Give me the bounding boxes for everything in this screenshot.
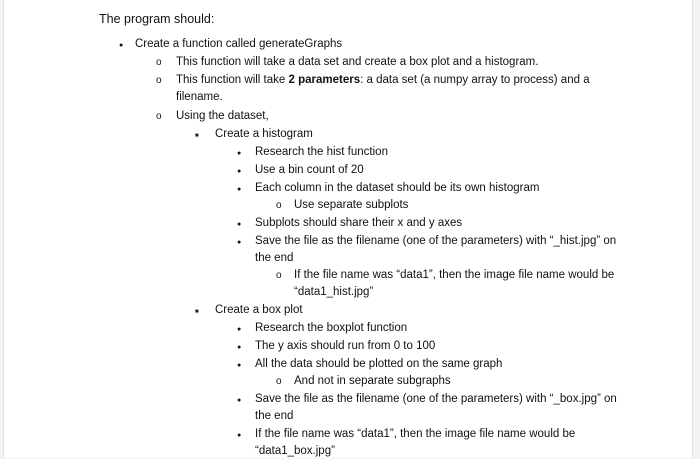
bullet-circle-icon (156, 109, 162, 124)
list-item-not-separate: And not in separate subgraphs (294, 375, 451, 387)
bullet-disc-icon (237, 357, 241, 373)
bullet-circle-icon (156, 55, 162, 70)
bullet-disc-icon (237, 234, 241, 250)
bullet-disc-icon (237, 392, 241, 408)
list-item-save-box: Save the file as the filename (one of the parameters) with “_box.jpg” on (255, 393, 617, 405)
bullet-disc-icon (237, 216, 241, 232)
list-item-box-example-cont: “data1_box.jpg” (255, 445, 335, 457)
params-text-pre: This function will take (176, 74, 289, 86)
list-item-create-boxplot: Create a box plot (215, 304, 303, 316)
list-item-using-dataset: Using the dataset, (176, 110, 269, 122)
params-text-post: : a data set (a numpy array to process) and a (360, 74, 590, 86)
bullet-disc-icon (237, 339, 241, 355)
page-heading: The program should: (99, 12, 215, 26)
bullet-square-icon (195, 127, 199, 144)
list-item-research-boxplot: Research the boxplot function (255, 322, 408, 334)
list-item-parameters-cont: filename. (176, 91, 223, 103)
bullet-disc-icon (237, 163, 241, 179)
list-item-hist-example: If the file name was “data1”, then the image file name would be (294, 269, 615, 281)
params-text-bold: 2 parameters (288, 74, 361, 86)
bullet-disc-icon (237, 145, 241, 161)
list-item-take-data: This function will take a data set and create a box plot and a histogram. (176, 56, 539, 68)
list-item-research-hist: Research the hist function (255, 146, 388, 158)
list-item-create-function: Create a function called generateGraphs (135, 38, 343, 50)
bullet-circle-icon (276, 198, 282, 213)
bullet-circle-icon (156, 73, 162, 88)
list-item-save-box-cont: the end (255, 410, 294, 422)
list-item-bin-count: Use a bin count of 20 (255, 164, 364, 176)
bullet-disc-icon (237, 321, 241, 337)
bullet-disc-icon (237, 427, 241, 443)
list-item-each-column: Each column in the dataset should be its own histogram (255, 182, 540, 194)
document-page (3, 0, 693, 458)
list-item-y-axis: The y axis should run from 0 to 100 (255, 340, 436, 352)
list-item-save-hist-cont: the end (255, 252, 294, 264)
list-item-same-graph: All the data should be plotted on the same graph (255, 358, 503, 370)
bullet-disc-icon (237, 181, 241, 197)
list-item-share-axes: Subplots should share their x and y axes (255, 217, 463, 229)
list-item-separate-subplots: Use separate subplots (294, 199, 409, 211)
bullet-square-icon (195, 303, 199, 320)
bullet-disc-icon (119, 37, 123, 53)
list-item-box-example: If the file name was “data1”, then the image file name would be (255, 428, 576, 440)
bullet-circle-icon (276, 374, 282, 389)
list-item-parameters (176, 73, 590, 88)
list-item-hist-example-cont: “data1_hist.jpg” (294, 286, 374, 298)
list-item-create-histogram: Create a histogram (215, 128, 313, 140)
bullet-circle-icon (276, 268, 282, 283)
list-item-save-hist: Save the file as the filename (one of the parameters) with “_hist.jpg” on (255, 235, 617, 247)
